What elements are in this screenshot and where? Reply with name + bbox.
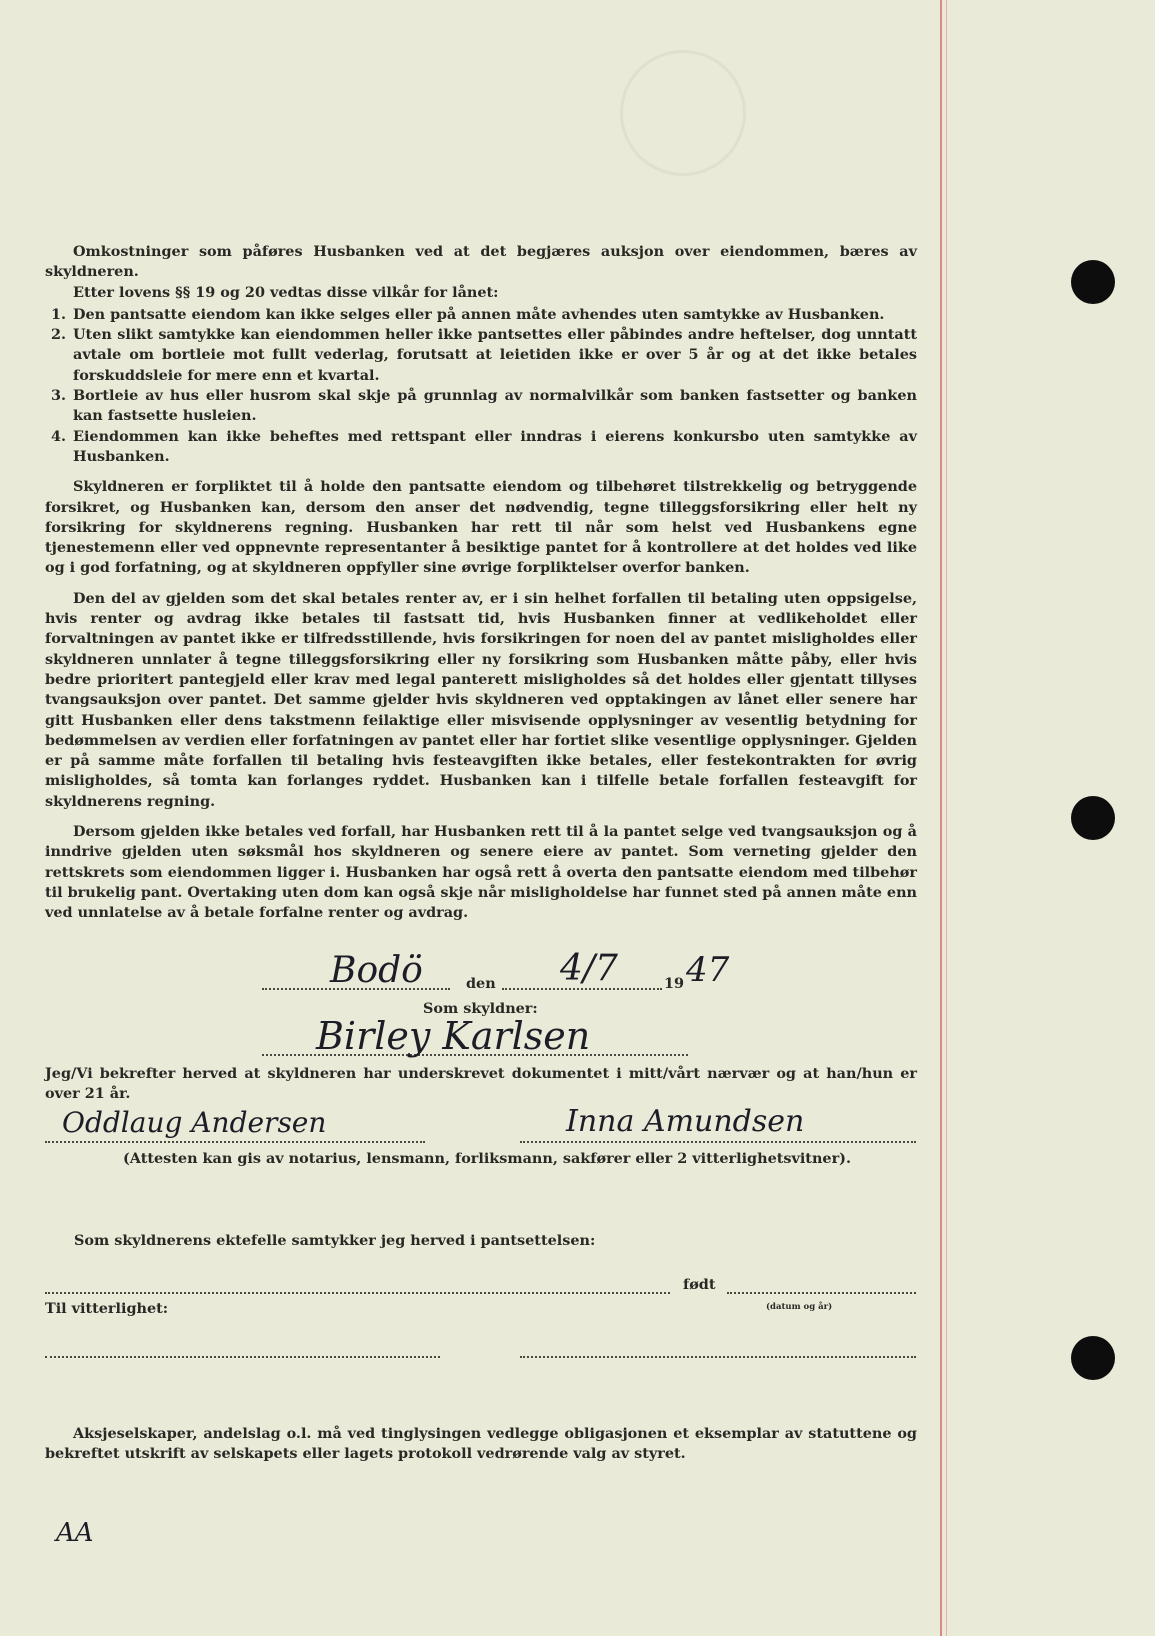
- punch-hole-top: [1071, 260, 1115, 304]
- term-item: 2. Uten slikt samtykke kan eiendommen heller ikke pantsettes eller påbindes andre heftelser, dog unntatt avtale om bortleie mot fullt vederlag, forutsatt at leietiden ikke er over 5 år og at det ikke betales forskuddsleie for mere enn et kvartal.: [51, 326, 917, 384]
- year-handwriting: 47: [686, 950, 730, 990]
- witness-label: Til vitterlighet:: [45, 1300, 169, 1317]
- place-handwriting: Bodö: [330, 950, 423, 991]
- costs-paragraph: Omkostninger som påføres Husbanken ved at det begjæres auksjon over eiendommen, bæres av skyldneren.: [45, 243, 917, 281]
- insurance-paragraph: Skyldneren er forpliktet til å holde den pantsatte eiendom og tilbehøret tilstrekkelig og betryggende forsikret, og Husbanken kan, dersom den anser det nødvendig, tegne tilleggsforsikring eller helt ny forsikring for skyldnerens regning. Husbanken har rett til når som helst ved Husbankens egne tjenestemenn eller ved oppnevnte representanter å besiktige pantet for å kontrollere at det holdes ved like og i god forfatning, og at skyldneren oppfyller sine øvrige forpliktelser overfor banken.: [45, 478, 917, 577]
- faint-stamp: [620, 50, 746, 176]
- born-label: født: [683, 1276, 716, 1293]
- witness2-dotted-line: [520, 1141, 916, 1143]
- born-note: (datum og år): [766, 1302, 833, 1312]
- punch-hole-bottom: [1071, 1336, 1115, 1380]
- spouse-witness2-line: [520, 1356, 916, 1358]
- witness2-signature: Inna Amundsen: [566, 1104, 805, 1139]
- spouse-dotted-line: [45, 1292, 670, 1294]
- year-prefix: 19: [664, 975, 685, 992]
- term-item: 1. Den pantsatte eiendom kan ikke selges eller på annen måte avhendes uten samtykke av Husbanken.: [51, 305, 885, 323]
- attest-text-block: [45, 1064, 917, 1105]
- main-text: [45, 242, 917, 924]
- initials-handwriting: AA: [56, 1518, 94, 1548]
- margin-line-secondary: [946, 0, 947, 1636]
- default-paragraph: Den del av gjelden som det skal betales renter av, er i sin helhet forfallen til betaling uten oppsigelse, hvis renter og avdrag ikke betales til fastsatt tid, hvis Husbanken finner at vedlikeholdet eller forvaltningen av pantet ikke er tilfredsstillende, hvis forsikringen for noen del av pantet misligholdes eller skyldneren unnlater å tegne tilleggsforsikring eller ny forsikring som Husbanken måtte påby, eller hvis bedre prioritert pantegjeld eller krav med legal panterett misligholdes så det holdes eller gjentatt tillyses tvangsauksjon over pantet. Det samme gjelder hvis skyldneren ved opptakingen av lånet eller senere har gitt Husbanken eller dens takstmenn feilaktige eller misvisende opplysninger av vesentlig betydning for bedømmelsen av verdien eller forfatningen av pantet eller har fortiet slike vesentlige opplysninger. Gjelden er på samme måte forfallen til betaling hvis festeavgiften ikke betales, eller festekontrakten for øvrig misligholdes, så tomta kan forlanges ryddet. Husbanken kan i tilfelle betale forfallen festeavgift for skyldnerens regning.: [45, 589, 917, 810]
- footer-text-block: [45, 1424, 917, 1465]
- den-label: den: [466, 975, 496, 992]
- term-item: 4. Eiendommen kan ikke beheftes med rettspant eller inndras i eierens konkursbo uten samtykke av Husbanken.: [51, 427, 917, 465]
- attest-note: (Attesten kan gis av notarius, lensmann, forliksmann, sakfører eller 2 vitterlighetsvitner).: [123, 1150, 851, 1167]
- terms-intro: Etter lovens §§ 19 og 20 vedtas disse vilkår for lånet:: [73, 283, 499, 301]
- witness1-signature: Oddlaug Andersen: [62, 1106, 327, 1139]
- witness1-dotted-line: [45, 1141, 425, 1143]
- margin-line: [940, 0, 942, 1636]
- enforcement-paragraph: Dersom gjelden ikke betales ved forfall, har Husbanken rett til å la pantet selge ved tvangsauksjon og å inndrive gjelden uten søksmål hos skyldneren og senere eiere av pantet. Som verneting gjelder den rettskrets som eiendommen ligger i. Husbanken har også rett å overta den pantsatte eiendom med tilbehør til brukelig pant. Overtaking uten dom kan også skje når misligholdelse har funnet sted på annen måte enn ved unnlatelse av å betale forfalne renter og avdrag.: [45, 823, 917, 922]
- born-dotted-line: [727, 1292, 916, 1294]
- spouse-witness1-line: [45, 1356, 440, 1358]
- attest-text: Jeg/Vi bekrefter herved at skyldneren har underskrevet dokumentet i mitt/vårt nærvær og at han/hun er over 21 år.: [45, 1065, 917, 1103]
- debtor-label: Som skyldner:: [423, 1000, 538, 1017]
- punch-hole-middle: [1071, 796, 1115, 840]
- terms-list: [45, 305, 917, 467]
- date-handwriting: 4/7: [560, 948, 618, 989]
- spouse-consent-text: Som skyldnerens ektefelle samtykker jeg herved i pantsettelsen:: [74, 1232, 596, 1249]
- footer-text: Aksjeselskaper, andelslag o.l. må ved tinglysingen vedlegge obligasjonen et eksemplar av statuttene og bekreftet utskrift av selskapets eller lagets protokoll vedrørende valg av styret.: [45, 1425, 917, 1463]
- debtor-signature: Birley Karlsen: [316, 1014, 591, 1058]
- term-item: 3. Bortleie av hus eller husrom skal skje på grunnlag av normalvilkår som banken fastsetter og banken kan fastsette husleien.: [51, 387, 917, 425]
